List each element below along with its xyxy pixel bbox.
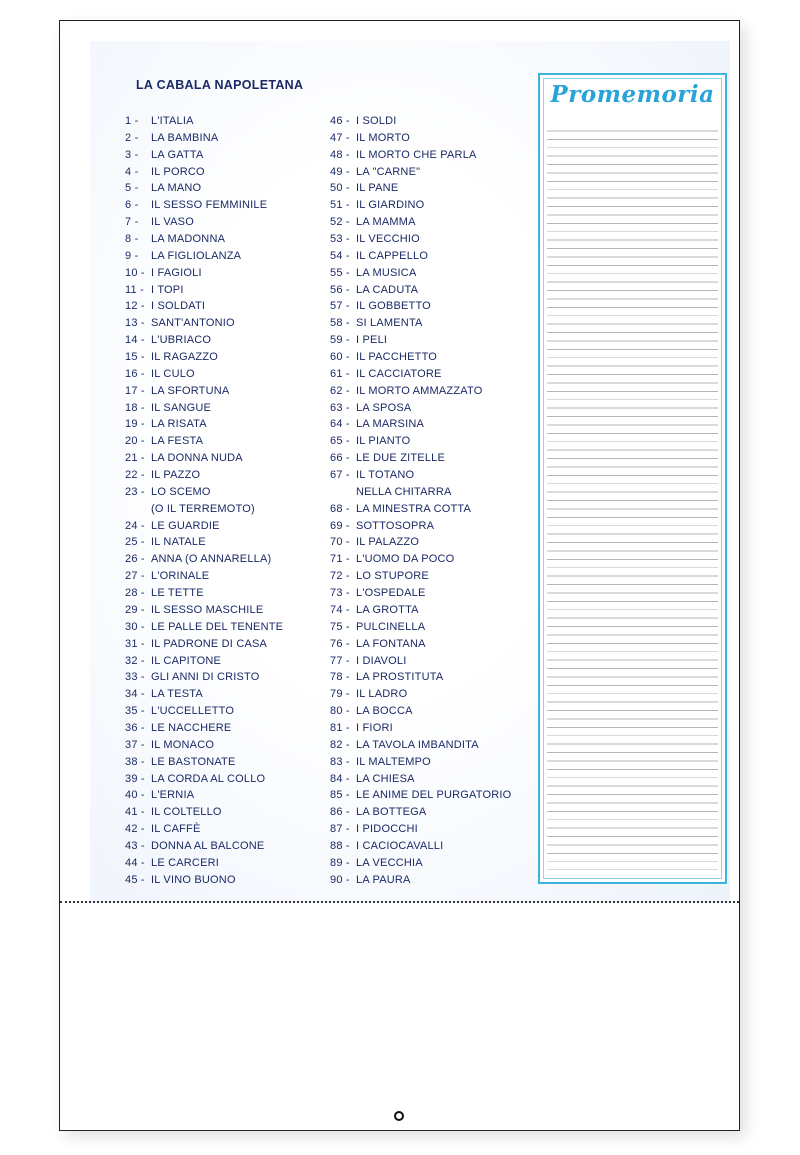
- entry-meaning: SOTTOSOPRA: [356, 519, 435, 532]
- entry-number: 57 -: [330, 300, 350, 313]
- cabala-entry: [125, 838, 283, 855]
- cabala-entry: [330, 568, 511, 585]
- cabala-entry: [125, 130, 283, 147]
- entry-meaning: IL PIANTO: [356, 435, 411, 448]
- entry-number: 80 -: [330, 705, 350, 718]
- entry-number: 3 -: [125, 148, 139, 161]
- cabala-entry: [330, 771, 511, 788]
- entry-meaning: IL LADRO: [356, 688, 408, 701]
- entry-meaning: LA BOTTEGA: [356, 806, 427, 819]
- entry-meaning: IL MORTO: [356, 131, 410, 144]
- entry-meaning: IL PADRONE DI CASA: [151, 637, 268, 650]
- cabala-entry: [125, 821, 283, 838]
- entry-number: 8 -: [125, 233, 139, 246]
- entry-meaning: LA MINESTRA COTTA: [356, 502, 472, 515]
- entry-number: 64 -: [330, 418, 350, 431]
- entry-number: 82 -: [330, 738, 350, 751]
- cabala-entry: [330, 113, 511, 130]
- entry-number: 56 -: [330, 283, 350, 296]
- cabala-entry: [330, 534, 511, 551]
- entry-meaning: LA CADUTA: [356, 283, 419, 296]
- entry-meaning: IL PANE: [356, 182, 399, 195]
- entry-meaning: IL GOBBETTO: [356, 300, 431, 313]
- cabala-title: LA CABALA NAPOLETANA: [136, 78, 304, 92]
- entry-meaning: LA CORDA AL COLLO: [151, 772, 266, 785]
- entry-number: 39 -: [125, 772, 145, 785]
- cabala-entry: [125, 737, 283, 754]
- entry-number: 23 -: [125, 485, 145, 498]
- entry-meaning: IL SANGUE: [151, 401, 212, 414]
- entry-meaning: IL SESSO MASCHILE: [151, 603, 264, 616]
- entry-meaning: LE GUARDIE: [151, 519, 220, 532]
- entry-meaning: IL MORTO CHE PARLA: [356, 148, 477, 161]
- entry-number: 79 -: [330, 688, 350, 701]
- entry-number: 70 -: [330, 536, 350, 549]
- entry-meaning: L'UCCELLETTO: [151, 705, 235, 718]
- cabala-entry: [330, 349, 511, 366]
- entry-meaning: LA SPOSA: [356, 401, 412, 414]
- cabala-entry: [330, 366, 511, 383]
- cabala-entry: [125, 787, 283, 804]
- entry-meaning: IL GIARDINO: [356, 199, 425, 212]
- entry-meaning: DONNA AL BALCONE: [151, 839, 265, 852]
- cabala-entry: [330, 737, 511, 754]
- memo-box: [538, 73, 727, 884]
- entry-number: 50 -: [330, 182, 350, 195]
- entry-meaning: IL CACCIATORE: [356, 367, 442, 380]
- entry-meaning: L'UOMO DA POCO: [356, 553, 455, 566]
- entry-meaning: LA TAVOLA IMBANDITA: [356, 738, 479, 751]
- entry-number: 83 -: [330, 755, 350, 768]
- memo-title: Promemoria: [550, 81, 715, 108]
- cabala-entry: [330, 872, 511, 889]
- hanging-hole: [394, 1111, 404, 1121]
- entry-number: 42 -: [125, 823, 145, 836]
- entry-number: 37 -: [125, 738, 145, 751]
- cabala-entry: [125, 400, 283, 417]
- cabala-entry: [125, 703, 283, 720]
- entry-number: 20 -: [125, 435, 145, 448]
- entry-number: 76 -: [330, 637, 350, 650]
- entry-meaning: LE DUE ZITELLE: [356, 452, 445, 465]
- cabala-entry: [330, 855, 511, 872]
- cabala-entry: [125, 804, 283, 821]
- entry-meaning: IL NATALE: [151, 536, 206, 549]
- entry-number: 16 -: [125, 367, 145, 380]
- cabala-entry: [125, 383, 283, 400]
- cabala-entry: [125, 534, 283, 551]
- entry-number: 86 -: [330, 806, 350, 819]
- entry-number: 4 -: [125, 165, 139, 178]
- entry-meaning: I PELI: [356, 334, 388, 347]
- entry-number: 17 -: [125, 384, 145, 397]
- cabala-entry: [125, 484, 283, 501]
- entry-number: 35 -: [125, 705, 145, 718]
- entry-number: 24 -: [125, 519, 145, 532]
- cabala-entry-continuation: [330, 484, 511, 501]
- cabala-entry: [330, 298, 511, 315]
- cabala-entry: [330, 804, 511, 821]
- cabala-entry: [330, 450, 511, 467]
- entry-number: 81 -: [330, 721, 350, 734]
- entry-meaning: LE TETTE: [151, 587, 204, 600]
- entry-number: 10 -: [125, 266, 145, 279]
- cabala-entry: [125, 619, 283, 636]
- entry-meaning: LO SCEMO: [151, 485, 211, 498]
- cabala-entry: [330, 265, 511, 282]
- cabala-entry: [330, 416, 511, 433]
- entry-meaning: IL PALAZZO: [356, 536, 420, 549]
- entry-meaning: LA VECCHIA: [356, 856, 423, 869]
- entry-meaning: LE BASTONATE: [151, 755, 236, 768]
- cabala-entry: [125, 518, 283, 535]
- cabala-entry: [125, 416, 283, 433]
- cabala-entry: [330, 686, 511, 703]
- entry-number: 58 -: [330, 317, 350, 330]
- cabala-entry: [330, 332, 511, 349]
- entry-number: 51 -: [330, 199, 350, 212]
- cabala-entry: [125, 147, 283, 164]
- calendar-sheet: [59, 20, 740, 1131]
- cabala-entry: [330, 282, 511, 299]
- entry-meaning: LE NACCHERE: [151, 721, 232, 734]
- cabala-entry: [125, 669, 283, 686]
- entry-meaning: I TOPI: [151, 283, 184, 296]
- entry-meaning: PULCINELLA: [356, 620, 426, 633]
- entry-number: 47 -: [330, 131, 350, 144]
- cabala-entry: [125, 113, 283, 130]
- entry-number: 41 -: [125, 806, 145, 819]
- entry-number: 67 -: [330, 469, 350, 482]
- cabala-entry: [330, 754, 511, 771]
- cabala-entry: [125, 265, 283, 282]
- cabala-entry: [125, 551, 283, 568]
- cabala-entry: [125, 855, 283, 872]
- cabala-entry: [330, 231, 511, 248]
- entry-meaning: IL CAFFÈ: [151, 823, 201, 836]
- cabala-entry: [125, 315, 283, 332]
- entry-number: 90 -: [330, 873, 350, 886]
- entry-number: 68 -: [330, 502, 350, 515]
- entry-number: 36 -: [125, 721, 145, 734]
- entry-meaning: LA MANO: [151, 182, 202, 195]
- entry-meaning: I PIDOCCHI: [356, 823, 418, 836]
- cabala-entry: [330, 821, 511, 838]
- cabala-entry: [330, 164, 511, 181]
- cabala-entry: [330, 180, 511, 197]
- entry-meaning: GLI ANNI DI CRISTO: [151, 671, 260, 684]
- entry-meaning: IL RAGAZZO: [151, 351, 218, 364]
- cabala-entry: [125, 349, 283, 366]
- cabala-entry: [330, 551, 511, 568]
- entry-meaning: LA PAURA: [356, 873, 411, 886]
- perforation-cut-line: [60, 901, 739, 903]
- entry-meaning: LA "CARNE": [356, 165, 421, 178]
- entry-number: 52 -: [330, 216, 350, 229]
- entry-number: 15 -: [125, 351, 145, 364]
- entry-number: 74 -: [330, 603, 350, 616]
- entry-number: 85 -: [330, 789, 350, 802]
- cabala-panel: [90, 41, 730, 903]
- cabala-entry: [330, 636, 511, 653]
- entry-meaning: LA MADONNA: [151, 233, 226, 246]
- entry-number: 13 -: [125, 317, 145, 330]
- entry-meaning: LA RISATA: [151, 418, 207, 431]
- cabala-entry: [125, 636, 283, 653]
- memo-inner-frame: [543, 78, 722, 879]
- cabala-entry: [330, 653, 511, 670]
- entry-number: 59 -: [330, 334, 350, 347]
- entry-number: 11 -: [125, 283, 144, 296]
- entry-meaning: I FIORI: [356, 721, 393, 734]
- entry-meaning: LA PROSTITUTA: [356, 671, 444, 684]
- entry-number: 32 -: [125, 654, 145, 667]
- entry-meaning: IL CAPITONE: [151, 654, 222, 667]
- entry-number: 2 -: [125, 131, 139, 144]
- entry-number: 30 -: [125, 620, 145, 633]
- entry-meaning: IL TOTANO: [356, 469, 415, 482]
- entry-number: 19 -: [125, 418, 145, 431]
- entry-number: 1 -: [125, 115, 139, 127]
- cabala-entry: [330, 703, 511, 720]
- entry-meaning: LA GATTA: [151, 148, 204, 161]
- entry-number: 72 -: [330, 570, 350, 583]
- cabala-entry: [125, 754, 283, 771]
- cabala-entry: [330, 669, 511, 686]
- entry-number: 73 -: [330, 587, 350, 600]
- entry-number: 21 -: [125, 452, 145, 465]
- entry-meaning: (O IL TERREMOTO): [151, 502, 255, 515]
- cabala-entry-continuation: [125, 501, 283, 518]
- entry-number: 62 -: [330, 384, 350, 397]
- entry-meaning: IL VINO BUONO: [151, 873, 236, 886]
- entry-meaning: LA FONTANA: [356, 637, 426, 650]
- entry-number: 44 -: [125, 856, 145, 869]
- entry-meaning: IL VASO: [151, 216, 194, 229]
- entry-meaning: LA MARSINA: [356, 418, 425, 431]
- entry-number: 6 -: [125, 199, 139, 212]
- cabala-entry: [330, 147, 511, 164]
- entry-number: 65 -: [330, 435, 350, 448]
- cabala-entry: [125, 686, 283, 703]
- cabala-entry: [330, 248, 511, 265]
- entry-number: 48 -: [330, 148, 350, 161]
- entry-meaning: L'ORINALE: [151, 570, 210, 583]
- entry-number: 33 -: [125, 671, 145, 684]
- cabala-entry: [125, 872, 283, 889]
- entry-meaning: LA MUSICA: [356, 266, 417, 279]
- entry-meaning: LA BAMBINA: [151, 131, 219, 144]
- entry-number: 89 -: [330, 856, 350, 869]
- entry-number: 77 -: [330, 654, 350, 667]
- entry-meaning: LO STUPORE: [356, 570, 429, 583]
- cabala-entry: [125, 164, 283, 181]
- cabala-entry: [330, 602, 511, 619]
- cabala-entry: [330, 315, 511, 332]
- entry-number: 63 -: [330, 401, 350, 414]
- entry-meaning: LA MAMMA: [356, 216, 416, 229]
- cabala-entry: [330, 720, 511, 737]
- entry-number: 75 -: [330, 620, 350, 633]
- entry-number: 78 -: [330, 671, 350, 684]
- entry-meaning: L'OSPEDALE: [356, 587, 426, 600]
- entry-meaning: LE ANIME DEL PURGATORIO: [356, 789, 512, 802]
- cabala-entry: [125, 231, 283, 248]
- entry-number: 60 -: [330, 351, 350, 364]
- entry-number: 87 -: [330, 823, 350, 836]
- entry-number: 28 -: [125, 587, 145, 600]
- cabala-entry: [330, 585, 511, 602]
- cabala-list-right: [330, 113, 511, 889]
- cabala-list-left: [125, 113, 283, 889]
- entry-meaning: LE PALLE DEL TENENTE: [151, 620, 284, 633]
- entry-number: 88 -: [330, 839, 350, 852]
- entry-meaning: LA DONNA NUDA: [151, 452, 243, 465]
- cabala-entry: [125, 298, 283, 315]
- entry-meaning: IL SESSO FEMMINILE: [151, 199, 268, 212]
- entry-meaning: IL MALTEMPO: [356, 755, 431, 768]
- entry-number: 45 -: [125, 873, 145, 886]
- entry-number: 55 -: [330, 266, 350, 279]
- cabala-entry: [330, 400, 511, 417]
- cabala-entry: [125, 653, 283, 670]
- entry-meaning: SI LAMENTA: [356, 317, 423, 330]
- cabala-entry: [330, 619, 511, 636]
- cabala-entry: [125, 214, 283, 231]
- entry-number: 71 -: [330, 553, 350, 566]
- entry-meaning: IL PACCHETTO: [356, 351, 438, 364]
- entry-meaning: IL COLTELLO: [151, 806, 222, 819]
- cabala-entry: [330, 383, 511, 400]
- entry-meaning: LA TESTA: [151, 688, 203, 701]
- entry-meaning: LA BOCCA: [356, 705, 413, 718]
- entry-meaning: I FAGIOLI: [151, 266, 202, 279]
- entry-meaning: I SOLDI: [356, 115, 397, 127]
- cabala-entry: [330, 838, 511, 855]
- entry-meaning: I CACIOCAVALLI: [356, 839, 444, 852]
- cabala-entry: [125, 332, 283, 349]
- cabala-entry: [330, 467, 511, 484]
- entry-number: 9 -: [125, 249, 139, 262]
- entry-number: 66 -: [330, 452, 350, 465]
- entry-meaning: IL VECCHIO: [356, 233, 420, 246]
- entry-meaning: LE CARCERI: [151, 856, 220, 869]
- entry-meaning: IL CAPPELLO: [356, 249, 429, 262]
- cabala-entry: [125, 248, 283, 265]
- cabala-entry: [330, 518, 511, 535]
- entry-meaning: L'UBRIACO: [151, 334, 212, 347]
- entry-meaning: L'ITALIA: [151, 115, 194, 127]
- entry-meaning: LA SFORTUNA: [151, 384, 230, 397]
- entry-number: 40 -: [125, 789, 145, 802]
- entry-meaning: IL PORCO: [151, 165, 205, 178]
- entry-number: 43 -: [125, 839, 145, 852]
- entry-meaning: ANNA (O ANNARELLA): [151, 553, 272, 566]
- cabala-entry: [125, 197, 283, 214]
- cabala-entry: [330, 130, 511, 147]
- cabala-entry: [125, 585, 283, 602]
- cabala-entry: [330, 433, 511, 450]
- cabala-entry: [330, 501, 511, 518]
- entry-number: 25 -: [125, 536, 145, 549]
- entry-number: 34 -: [125, 688, 145, 701]
- entry-meaning: I SOLDATI: [151, 300, 206, 313]
- entry-number: 69 -: [330, 519, 350, 532]
- entry-meaning: LA FESTA: [151, 435, 204, 448]
- entry-number: 29 -: [125, 603, 145, 616]
- entry-number: 38 -: [125, 755, 145, 768]
- entry-number: 5 -: [125, 182, 139, 195]
- cabala-entry: [125, 180, 283, 197]
- entry-number: 22 -: [125, 469, 145, 482]
- entry-number: 61 -: [330, 367, 350, 380]
- entry-meaning: L'ERNIA: [151, 789, 195, 802]
- cabala-entry: [125, 467, 283, 484]
- entry-meaning: IL CULO: [151, 367, 195, 380]
- cabala-entry: [330, 197, 511, 214]
- entry-number: 54 -: [330, 249, 350, 262]
- entry-number: 18 -: [125, 401, 145, 414]
- cabala-entry: [125, 433, 283, 450]
- cabala-entry: [125, 720, 283, 737]
- entry-number: 14 -: [125, 334, 145, 347]
- entry-meaning: LA CHIESA: [356, 772, 415, 785]
- entry-meaning: IL MORTO AMMAZZATO: [356, 384, 483, 397]
- cabala-entry: [125, 366, 283, 383]
- entry-number: 27 -: [125, 570, 145, 583]
- entry-meaning: LA GROTTA: [356, 603, 419, 616]
- entry-meaning: LA FIGLIOLANZA: [151, 249, 242, 262]
- cabala-entry: [330, 787, 511, 804]
- cabala-entry: [125, 602, 283, 619]
- cabala-entry: [125, 450, 283, 467]
- entry-number: 31 -: [125, 637, 145, 650]
- entry-number: 12 -: [125, 300, 145, 313]
- entry-number: 49 -: [330, 165, 350, 178]
- cabala-entry: [125, 771, 283, 788]
- entry-number: 84 -: [330, 772, 350, 785]
- entry-number: 46 -: [330, 115, 350, 127]
- entry-meaning: IL PAZZO: [151, 469, 201, 482]
- entry-number: 7 -: [125, 216, 139, 229]
- memo-writing-lines[interactable]: [547, 123, 718, 870]
- entry-meaning: I DIAVOLI: [356, 654, 407, 667]
- entry-number: 26 -: [125, 553, 145, 566]
- entry-number: 53 -: [330, 233, 350, 246]
- cabala-entry: [330, 214, 511, 231]
- entry-meaning: NELLA CHITARRA: [356, 485, 452, 498]
- cabala-entry: [125, 282, 283, 299]
- entry-meaning: SANT'ANTONIO: [151, 317, 235, 330]
- entry-meaning: IL MONACO: [151, 738, 215, 751]
- cabala-entry: [125, 568, 283, 585]
